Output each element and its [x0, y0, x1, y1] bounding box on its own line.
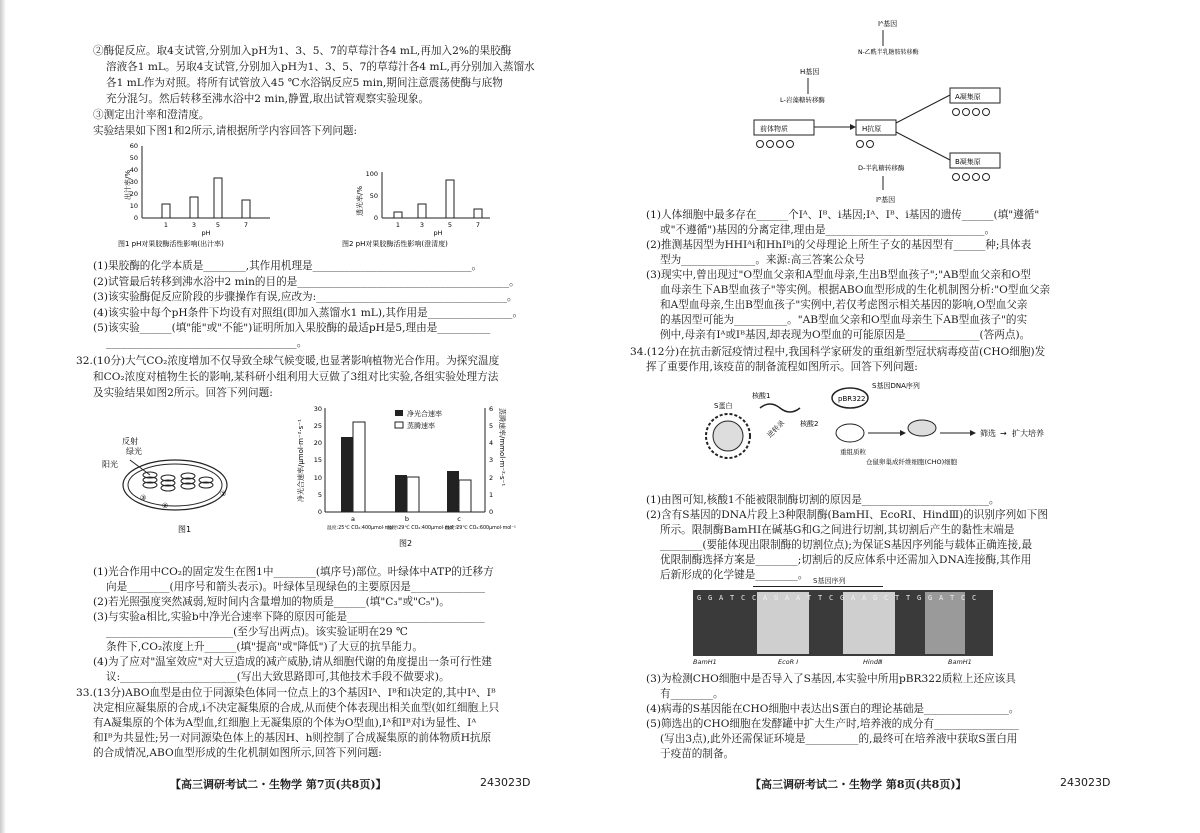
q33-q: 型为______________。来源:高三答案公众号: [660, 254, 865, 266]
ytick-right: 2: [489, 474, 494, 482]
q31-line: (4)该实验中每个pH条件下均设有对照组(即加入蒸馏水1 mL),其作用是________________。: [93, 307, 524, 319]
q33-q: 和A型血母亲,生出B型血孩子"实例中,若仅考虑图示相关基因的影响,O型血父亲: [660, 299, 1028, 311]
fig2-xlabel: pH: [433, 229, 443, 237]
fig2-bar-ph1: [394, 212, 402, 218]
q32-q: 向是________(用序号和箭头表示)。叶绿体呈现绿色的主要原因是______________: [106, 581, 486, 593]
seq-base: C: [961, 594, 966, 602]
abo-diagram: [750, 10, 1040, 210]
seq-base: T: [818, 594, 823, 602]
ytick: 15: [313, 456, 322, 464]
q33-line: 33.(13分)ABO血型是由位于同源染色体同一位点上的3个基因Iᴬ、Iᴮ和i决定的,其中Iᴬ、Iᴮ: [76, 687, 496, 699]
q34-line: 挥了重要作用,该疫苗的制备流程如图所示。回答下列问题:: [646, 361, 918, 373]
enz-bamh1-2: BamH1: [948, 658, 972, 666]
recombinant: 重组质粒: [840, 448, 866, 456]
intro-line: 实验结果如下图1和2所示,请根据所学内容回答下列问题:: [93, 125, 358, 137]
ytick-right: 3: [489, 456, 494, 464]
cond-c: 温度:29℃ CO₂:600μmol·mol⁻¹: [445, 526, 516, 531]
gene-h: H基因: [800, 68, 820, 76]
label-green: 绿光: [126, 447, 142, 456]
seq-base: A: [939, 594, 944, 602]
enz-ecori: EcoR Ⅰ: [778, 658, 799, 666]
intro-line: 溶液各1 mL。另取4支试管,分别加入pH为1、3、5、7的草莓汁各4 mL,再分别加入蒸馏水: [106, 61, 535, 73]
q32-q: 议:______________________(写出大致思路即可,其他技术手段不做要求)。: [106, 671, 450, 683]
seq-base: G: [917, 594, 922, 602]
h-antigen: H抗原: [862, 125, 882, 133]
ytick-right: 4: [489, 439, 494, 447]
label-sunlight: 阳光: [102, 460, 118, 469]
rna-strand: [760, 404, 800, 412]
enzyme-n: N-乙酰半乳糖胺转移酶: [858, 49, 919, 56]
q34-q: 后新形成的化学键是________。: [660, 569, 809, 581]
seq-base: A: [862, 594, 867, 602]
seq-base: C: [752, 594, 757, 602]
q31-line: (1)果胶酶的化学本质是________,其作用机理是______________________________。: [93, 260, 483, 272]
fig2-caption: 图2 pH对果胶酶活性影响(澄清度): [342, 240, 448, 248]
ytick: 30: [313, 405, 322, 413]
ytick: 25: [313, 422, 322, 430]
arrow-to-b: [896, 132, 950, 160]
seq-base: C: [829, 594, 834, 602]
chloroplast-outer: [123, 460, 227, 510]
intro-line: 各1 mL作为对照。将所有试管放入45 ℃水浴锅反应5 min,期间注意震荡使酶与底物: [106, 77, 503, 89]
b-agg: B凝集原: [955, 158, 981, 166]
intro-line: ③测定出汁率和澄清度。: [93, 109, 210, 121]
q32-line: 及实验结果如图2所示。回答下列问题:: [93, 387, 273, 399]
code-page7: 243023D: [480, 776, 531, 789]
q33-line: 的合成情况,ABO血型形成的生化机制如图所示,回答下列问题:: [93, 747, 382, 759]
q31-line: (2)试管最后转移到沸水浴中2 min的目的是________________________________________。: [93, 276, 520, 288]
molecule-dot: [963, 174, 970, 181]
expand: 扩大培养: [1012, 429, 1044, 438]
enzyme-d: D-半乳糖转移酶: [858, 164, 905, 172]
enz-bamh1: BamH1: [693, 658, 717, 666]
intro-line: ②酶促反应。取4支试管,分别加入pH为1、3、5、7的草莓汁各4 mL,再加入2%的果胶酶: [93, 45, 512, 57]
seq-base: C: [972, 594, 977, 602]
seq-base: G: [697, 594, 702, 602]
ytick: 20: [313, 439, 322, 447]
q32-q: 条件下,CO₂浓度上升______(填"提高"或"降低")了大豆的抗旱能力。: [106, 641, 424, 653]
nuclease1: 核酸1: [752, 392, 771, 400]
s-protein: S蛋白: [714, 402, 733, 410]
cond-a: 温度:25℃ CO₂:400μmol·mol⁻¹: [327, 526, 398, 531]
a-agg: A凝集原: [955, 93, 981, 101]
fig1-caption: 图1 pH对果胶酶活性影响(出汁率): [118, 240, 224, 248]
q34-tail: (4)病毒的S基因能在CHO细胞中表达出S蛋白的理论基础是________________。: [646, 703, 1020, 715]
seq-label: S基因序列: [813, 577, 846, 585]
ytick-right: 6: [489, 405, 494, 413]
fig32b-caption: 图2: [399, 539, 413, 548]
xtick-a: a: [351, 515, 355, 523]
q33-line: 和Iᴮ为共显性;另一对同源染色体上的基因H、h则控制了合成凝集原的前体物质H抗原: [93, 732, 492, 744]
molecule-dot: [857, 141, 864, 148]
fig1-xtick: 7: [243, 221, 249, 229]
chart-ylabel-left: 净光合速率/μmol·m⁻²·s⁻¹: [297, 419, 305, 502]
fig2-chart: [342, 168, 530, 253]
q33-q: 血母亲生下AB型血孩子"等实例。根据ABO血型形成的生化机制图分析:"O型血父亲: [660, 284, 1051, 296]
fig2-ytick: 0: [373, 214, 378, 222]
fig2-bar-ph5: [446, 180, 454, 218]
bar-b-photo: [395, 475, 407, 512]
molecule-dot: [767, 141, 774, 148]
ytick: 5: [317, 491, 322, 499]
reverse-transcription: 逆转录: [765, 418, 787, 440]
bar-a-photo: [341, 437, 353, 512]
q34-q: (1)由图可知,核酸1不能被限制酶切割的原因是________________________。: [646, 494, 1000, 506]
q31-line: (5)该实验______(填"能"或"不能")证明所加入果胶酶的最适pH是5,理由是__________: [93, 322, 491, 334]
ytick: 0: [317, 508, 322, 516]
seq-base: A: [785, 594, 790, 602]
fig1-ytick: 20: [129, 190, 138, 198]
fig2-bar-ph7: [474, 209, 482, 218]
xtick-b: b: [404, 515, 410, 523]
q32-line: 和CO₂浓度对植物生长的影响,某科研小组利用大豆做了3组对比实验,各组实验处理方法: [93, 371, 499, 383]
fig2-xtick: 5: [447, 221, 453, 229]
q34-tail: (3)为检测CHO细胞中是否导入了S基因,本实验中所用pBR322质粒上还应该具: [646, 673, 1016, 685]
q34-line: 34.(12分)在抗击新冠疫情过程中,我国科学家研发的重组新型冠状病毒疫苗(CHO细胞)发: [630, 346, 1046, 358]
molecule-dot: [953, 109, 960, 116]
arrow-to-a: [896, 95, 950, 123]
molecule-dot: [963, 109, 970, 116]
bar-c-photo: [447, 471, 459, 512]
cho-cell: 仓鼠卵巢成纤维细胞(CHO)细胞: [866, 458, 958, 466]
q34-tail: (5)筛选出的CHO细胞在发酵罐中扩大生产时,培养液的成分有________________: [646, 718, 1019, 730]
seq-base: G: [928, 594, 933, 602]
fig1-bar-ph7: [242, 200, 250, 218]
legend-swatch-dark: [395, 410, 403, 416]
fig1-ytick: 60: [129, 142, 138, 150]
fig1-xtick: 5: [215, 221, 221, 229]
seq-base: T: [730, 594, 735, 602]
arrowhead: [850, 124, 856, 130]
seq-base: A: [796, 594, 801, 602]
seq-base: C: [884, 594, 889, 602]
fig1-bar-ph5: [214, 178, 222, 218]
footer-page7: 【高三调研考试二・生物学 第7页(共8页)】: [170, 778, 387, 791]
fig32a-caption: 图1: [178, 525, 192, 534]
enzyme-l: L-岩藻糖转移酶: [780, 96, 825, 104]
fig1-xtick: 1: [163, 221, 169, 229]
q34-q: ________(要能体现出限制酶的切割位点);为保证S基因序列能与载体正确连接,最: [660, 539, 1033, 551]
q33-q: 或"不遵循")基因的分离定律,理由是______________________________。: [660, 224, 996, 236]
gene-ib: Iᴮ基因: [876, 196, 896, 204]
fig2-ylabel: 透光率/%: [356, 185, 364, 216]
sequence-figure: [693, 577, 993, 670]
seq-base: T: [950, 594, 955, 602]
q33-line: 决定相应凝集原的合成,i不决定凝集原的合成,从而使个体表现出相关血型(如红细胞上只: [93, 702, 500, 714]
fig1-ylabel: 出汁率/%: [124, 169, 132, 200]
ytick-right: 0: [489, 508, 494, 516]
q32-line: 32.(10分)大气CO₂浓度增加不仅导致全球气候变暖,也显著影响植物光合作用。为探究温度: [76, 355, 500, 367]
vaccine-flow-diagram: [700, 378, 1060, 488]
q31-line: ____________________________________。: [106, 337, 308, 349]
seq-base: T: [906, 594, 911, 602]
fig1-chart: [110, 142, 290, 252]
fig1-ytick: 0: [133, 214, 138, 222]
cho-cell-icon: [908, 420, 936, 436]
part-1: ①: [220, 490, 227, 498]
fig2-ytick: 100: [365, 170, 378, 178]
fig2-xtick: 1: [395, 221, 401, 229]
q32-q: ________________________(至少写出两点)。该实验证明在29 ℃: [106, 626, 408, 638]
seq-base: T: [807, 594, 812, 602]
q34-q: 所示。限制酶BamHⅠ在碱基G和G之间进行切割,其切割后产生的黏性末端是: [660, 524, 1015, 536]
fig1-xtick: 3: [191, 221, 197, 229]
molecule-dot: [867, 141, 874, 148]
seq-letters: [697, 594, 981, 602]
q33-q: (1)人体细胞中最多存在______个Iᴬ、Iᴮ、i基因;Iᴬ、Iᴮ、i基因的遗传______(填"遵循": [646, 209, 1040, 221]
chart-ylabel-right: 蒸腾速率/mmol·m⁻²·s⁻¹: [498, 408, 506, 487]
legend-2: 蒸腾速率: [407, 422, 435, 430]
molecule-dot: [973, 174, 980, 181]
molecule-dot: [983, 109, 990, 116]
seq-base: A: [719, 594, 724, 602]
ytick-right: 1: [489, 491, 494, 499]
seq-base: G: [873, 594, 878, 602]
seq-base: G: [774, 594, 779, 602]
footer-page8: 【高三调研考试二・生物学 第8页(共8页)】: [750, 778, 967, 791]
fig1-ytick: 10: [129, 202, 138, 210]
label-reflect: 反射: [122, 437, 138, 446]
q34-tail: (写出3点),此外还需保证环境是__________的,最终可在培养液中获取S蛋白用: [660, 733, 1018, 745]
seq-bracket: [753, 586, 883, 587]
molecule-dot: [787, 141, 794, 148]
seq-base: G: [708, 594, 713, 602]
seq-base: A: [763, 594, 768, 602]
q34-q: 优限制酶选择方案是________;切割后的反应体系中还需加入DNA连接酶,其作用: [660, 554, 1032, 566]
q32-q: (1)光合作用中CO₂的固定发生在图1中________(填序号)部位。叶绿体中ATP的迁移方: [93, 566, 494, 578]
page-8: [600, 0, 1200, 833]
q32-q: (4)为了应对"温室效应"对大豆造成的减产威胁,请从细胞代谢的角度提出一条可行性建: [93, 656, 492, 668]
fig1-ytick: 50: [129, 154, 138, 162]
gene-ia: Iᴬ基因: [878, 20, 898, 28]
q34-tail: 有________。: [660, 688, 724, 700]
xtick-c: c: [457, 515, 461, 523]
legend-1: 净光合速率: [407, 410, 442, 418]
q33-q: (2)推测基因型为HHIᴬi和HhIᴮi的父母理论上所生子女的基因型有______种;具体表: [646, 239, 1032, 251]
fig2-ytick: 50: [369, 192, 378, 200]
precursor: 前体物质: [760, 125, 788, 133]
q32-q: (2)若光照强度突然减弱,短时间内含量增加的物质是______(填"C₃"或"C₅")。: [93, 596, 450, 608]
molecule-dot: [983, 174, 990, 181]
bar-c-transp: [459, 480, 471, 512]
q33-q: (3)现实中,曾出现过"O型血父亲和A型血母亲,生出B型血孩子";"AB型血父亲和O型: [646, 269, 1031, 281]
fig2-xtick: 3: [419, 221, 425, 229]
bar-a-transp: [353, 422, 365, 512]
q34-tail: 于疫苗的制备。: [660, 748, 735, 760]
arrow-glyph: →: [1000, 429, 1007, 438]
intro-line: 充分混匀。然后转移至沸水浴中2 min,静置,取出试管观察实验现象。: [106, 93, 430, 105]
plasmid: pBR322: [838, 395, 866, 403]
q32-q: (3)与实验a相比,实验b中净光合速率下降的原因可能是__________________________: [93, 611, 485, 623]
molecule-dot: [953, 174, 960, 181]
fig1-ytick: 40: [129, 166, 138, 174]
q34-q: (2)含有S基因的DNA片段上3种限制酶(BamHⅠ、EcoRⅠ、HindⅢ)的识别序列如下图: [646, 509, 1048, 521]
fig2-xtick: 7: [475, 221, 481, 229]
cond-b: 温度:29℃ CO₂:400μmol·mol⁻¹: [387, 526, 458, 531]
ytick: 10: [313, 474, 322, 482]
nuclease2: 核酸2: [800, 420, 819, 428]
chloroplast-diagram: [100, 430, 250, 540]
molecule-dot: [757, 141, 764, 148]
part-3: ③: [140, 494, 147, 502]
q33-q: 的基因型可能为__________。"AB型血父亲和O型血母亲生下AB型血孩子"的实: [660, 314, 1028, 326]
fig1-bar-ph3: [190, 197, 198, 218]
virus-core: [713, 421, 743, 451]
q33-q: 例中,母亲有Iᴬ或Iᴮ基因,却表现为O型血的可能原因是______________(答两点)。: [660, 329, 1031, 341]
ytick-right: 5: [489, 422, 494, 430]
arrowhead: [900, 430, 906, 436]
seq-base: A: [851, 594, 856, 602]
seq-base: C: [741, 594, 746, 602]
fig2-bar-ph3: [418, 204, 426, 218]
q33-line: 有A凝集原的个体为A型血,红细胞上无凝集原的个体为O型血),Iᴬ和Iᴮ对i为显性、Iᴬ: [93, 717, 477, 729]
molecule-dot: [973, 109, 980, 116]
legend-swatch-light: [395, 422, 403, 428]
fig1-xlabel: pH: [201, 229, 211, 237]
molecule-dot: [777, 141, 784, 148]
seq-base: T: [895, 594, 900, 602]
bar-b-transp: [407, 477, 419, 512]
enz-hind: HindⅢ: [863, 658, 883, 666]
q31-line: (3)该实验酶促反应阶段的步骤操作有误,应改为:____________________________________。: [93, 291, 518, 303]
s-dna: S基因DNA序列: [872, 382, 920, 390]
photosynthesis-chart: [295, 402, 535, 552]
seq-base: G: [840, 594, 845, 602]
screen: 筛选: [980, 429, 996, 438]
code-page8: 243023D: [1060, 776, 1111, 789]
recombinant-plasmid-icon: [836, 424, 864, 442]
fig1-bar-ph1: [162, 204, 170, 218]
light-arrow: [130, 460, 150, 475]
arrowhead: [970, 430, 976, 436]
part-2: ②: [162, 502, 169, 510]
fig1-ytick: 30: [129, 178, 138, 186]
